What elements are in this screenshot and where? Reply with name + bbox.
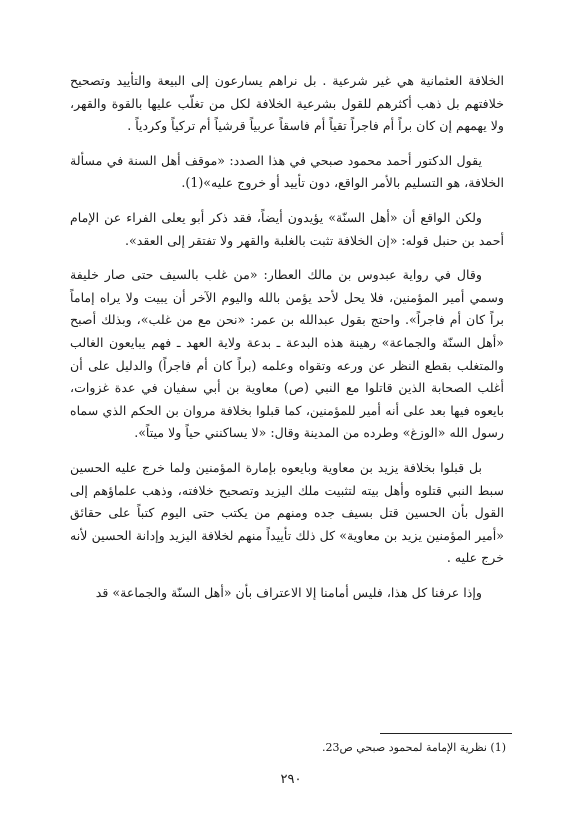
paragraph: ولكن الواقع أن «أهل السنّة» يؤيدون أيضاً، فقد ذكر أبو يعلى الفراء عن الإمام أحمد بن حنبل قوله: «إن الخلافة تثبت بالغلبة والقهر ولا تفتقر إلى العقد». — [70, 209, 504, 248]
footnote-divider — [380, 733, 512, 734]
body-text — [70, 70, 504, 616]
paragraph: بل قبلوا بخلافة يزيد بن معاوية وبايعوه بإمارة المؤمنين ولما خرج عليه الحسين سبط النبي قتلوه وأهل بيته لتثبيت ملك اليزيد وتصحيح خلافته، وذهب علماؤهم إلى القول بأن الحسين قتل بسيف جده ومنهم من يكتب حتى اليوم كتباً على حقائق «أمير المؤمنين يزيد بن معاوية» كل ذلك تأييداً منهم لخلافة اليزيد وإدانة الحسين لأنه خرج عليه . — [70, 459, 504, 566]
footnote: (1) نظرية الإمامة لمحمود صبحي ص23. — [321, 741, 506, 754]
paragraph: يقول الدكتور أحمد محمود صبحي في هذا الصدد: «موقف أهل السنة في مسألة الخلافة، هو التسليم بالأمر الواقع، دون تأييد أو خروج عليه»(1). — [70, 152, 504, 191]
paragraph: وقال في رواية عبدوس بن مالك العطار: «من غلب بالسيف حتى صار خليفة وسمي أمير المؤمنين، فلا يحل لأحد يؤمن بالله واليوم الآخر أن يبيت ولا يراه إماماً براً كان أم فاجراً». واحتج بقول عبدالله بن عمر: «نحن مع من غلب»، وبذلك أصبح «أهل السنّة والجماعة» رهينة هذه البدعة ـ بدعة ولاية العهد ـ فهم يبايعون الغالب والمتغلب بقطع النظر عن ورعه وتقواه وعلمه (براً كان أم فاجراً) والدليل على أن أغلب الصحابة الذين قاتلوا مع النبي (ص) معاوية بن أبي سفيان في عدة غزوات، بايعوه فيها بعد على أنه أمير للمؤمنين، كما قبلوا بخلافة مروان بن الحكم الذي سماه رسول الله «الوزغ» وطرده من المدينة وقال: «لا يساكنني حياً ولا ميتاً». — [70, 267, 504, 441]
page-number: ٢٩٠ — [280, 772, 302, 787]
paragraph: الخلافة العثمانية هي غير شرعية . بل نراهم يسارعون إلى البيعة والتأييد وتصحيح خلافتهم بل ذهب أكثرهم للقول بشرعية الخلافة لكل من تغلّب عليها بالقوة والقهر، ولا يهمهم إن كان براً أم فاجراً تقياً أم فاسقاً عربياً قرشياً أم تركياً وكردياً . — [70, 73, 504, 134]
paragraph: وإذا عرفنا كل هذا، فليس أمامنا إلا الاعتراف بأن «أهل السنّة والجماعة» قد — [95, 584, 482, 600]
